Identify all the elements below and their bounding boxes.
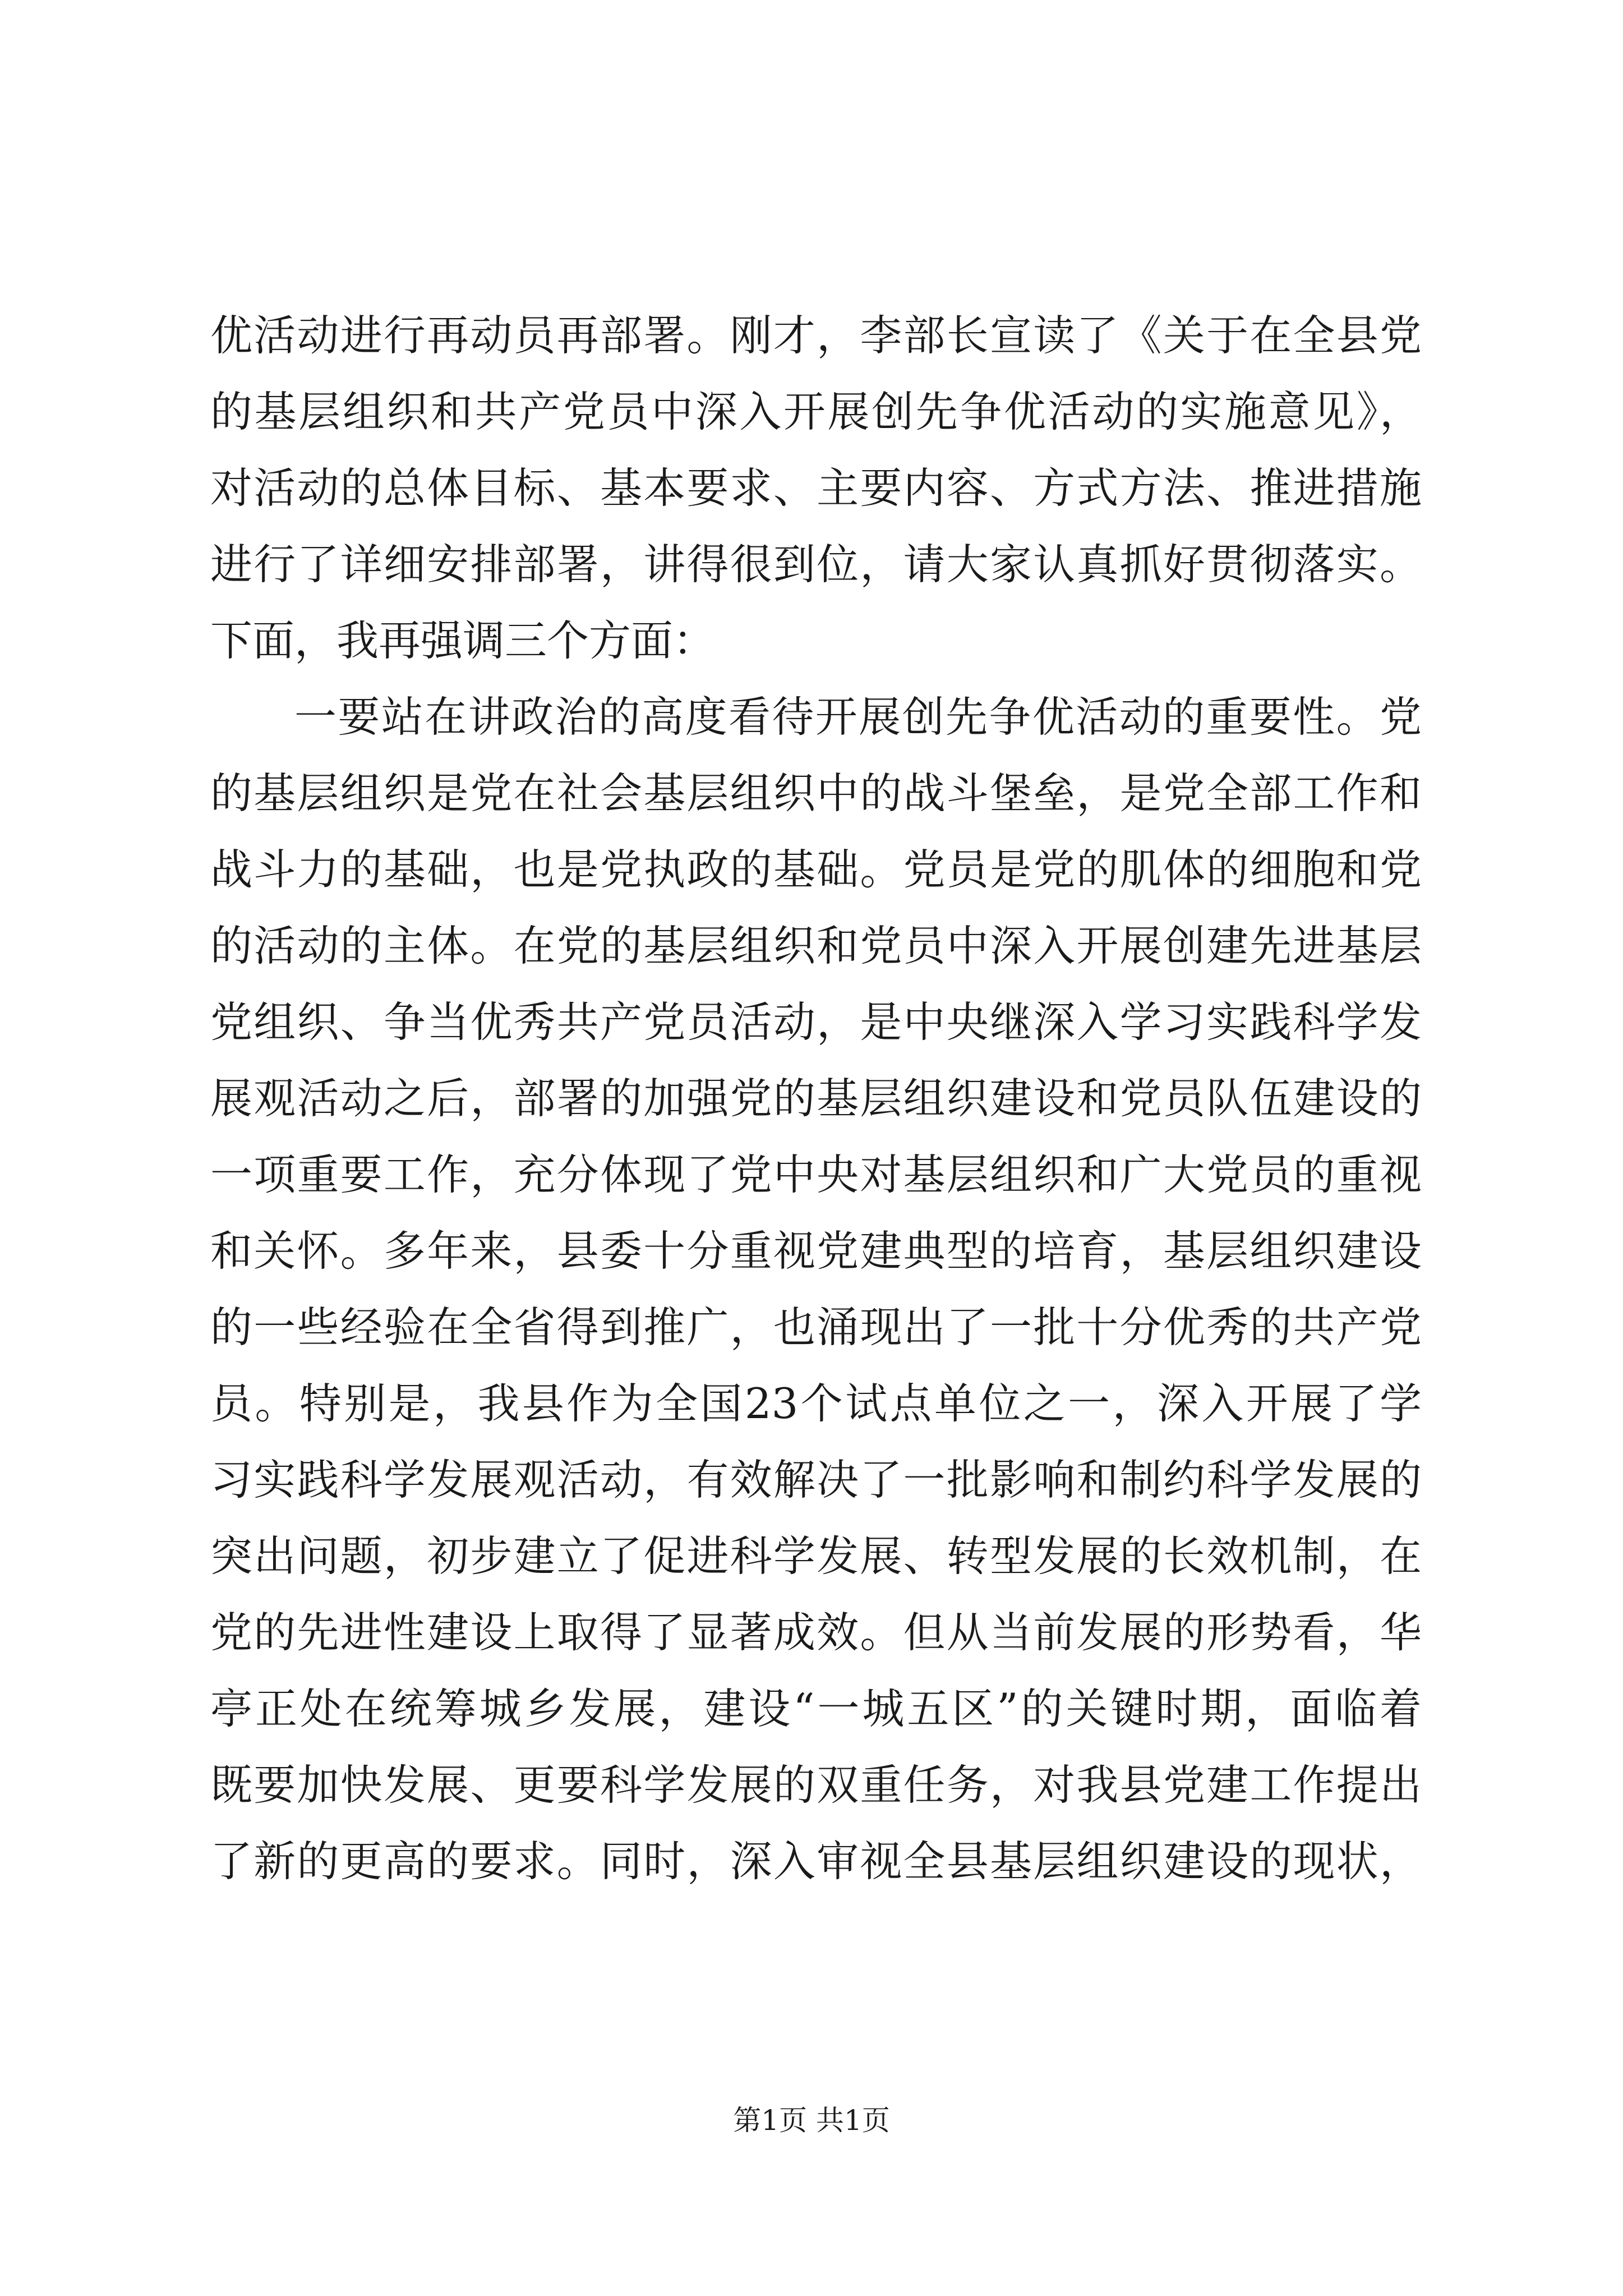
- text-line: 的基层组织和共产党员中深入开展创先争优活动的实施意见》，: [210, 387, 1422, 436]
- page-number-label: 第1页 共1页: [733, 2104, 890, 2137]
- text-line: 的活动的主体。在党的基层组织和党员中深入开展创建先进基层: [210, 921, 1422, 970]
- text-line: 一项重要工作，充分体现了党中央对基层组织和广大党员的重视: [210, 1150, 1422, 1199]
- text-line: 党组织、争当优秀共产党员活动，是中央继深入学习实践科学发: [210, 997, 1422, 1047]
- text-line: 进行了详细安排部署，讲得很到位，请大家认真抓好贯彻落实。: [210, 540, 1422, 589]
- text-line: 优活动进行再动员再部署。刚才，李部长宣读了《关于在全县党: [210, 311, 1422, 360]
- text-line: 战斗力的基础，也是党执政的基础。党员是党的肌体的细胞和党: [210, 845, 1422, 894]
- text-line: 的一些经验在全省得到推广，也涌现出了一批十分优秀的共产党: [210, 1303, 1422, 1352]
- page-footer: [0, 2101, 1623, 2140]
- text-line: 习实践科学发展观活动，有效解决了一批影响和制约科学发展的: [210, 1455, 1422, 1504]
- paragraph-first-line: 一要站在讲政治的高度看待开展创先争优活动的重要性。党: [294, 692, 1422, 742]
- text-line: 下面，我再强调三个方面：: [210, 616, 716, 665]
- text-line: 了新的更高的要求。同时，深入审视全县基层组织建设的现状，: [210, 1837, 1422, 1886]
- text-line: 和关怀。多年来，县委十分重视党建典型的培育，基层组织建设: [210, 1226, 1422, 1276]
- text-line: 对活动的总体目标、基本要求、主要内容、方式方法、推进措施: [210, 463, 1422, 513]
- text-line: 展观活动之后，部署的加强党的基层组织建设和党员队伍建设的: [210, 1074, 1422, 1123]
- text-line: 亭正处在统筹城乡发展，建设“一城五区”的关键时期，面临着: [210, 1684, 1422, 1733]
- text-line: 突出问题，初步建立了促进科学发展、转型发展的长效机制，在: [210, 1531, 1422, 1581]
- text-line: 员。特别是，我县作为全国23个试点单位之一，深入开展了学: [210, 1379, 1422, 1428]
- text-line: 党的先进性建设上取得了显著成效。但从当前发展的形势看，华: [210, 1608, 1422, 1657]
- text-line: 的基层组织是党在社会基层组织中的战斗堡垒，是党全部工作和: [210, 769, 1422, 818]
- body-text: [210, 297, 1422, 1899]
- text-line: 既要加快发展、更要科学发展的双重任务，对我县党建工作提出: [210, 1760, 1422, 1810]
